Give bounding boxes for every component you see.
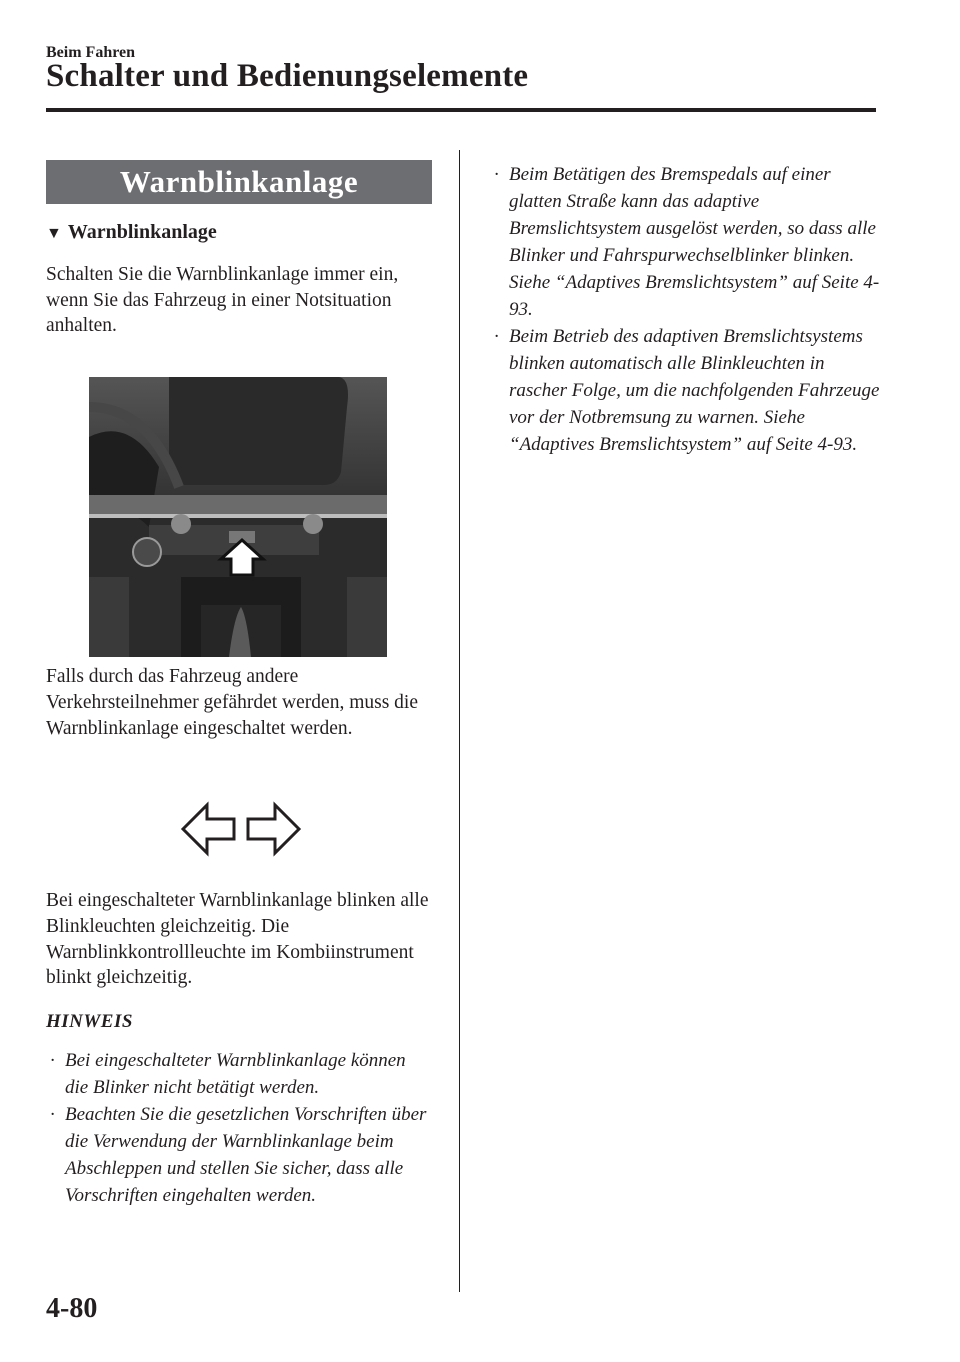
subheading-text: Warnblinkanlage [67,221,217,243]
note-text: Beim Betrieb des adaptiven Bremslichtsystems blinken automatisch alle Blinkleuchten in rascher Folge, um die nachfolgenden Fahrzeuge vor der Notbremsung zu warnen. Siehe “Adaptives Bremslichtsystem” auf Seite 4-93. [509,326,880,455]
page-number: 4-80 [46,1293,98,1324]
note-text: Beachten Sie die gesetzlichen Vorschriften über die Verwendung der Warnblinkanlage beim Abschleppen und stellen Sie sicher, dass alle Vorschriften eingehalten werden. [65,1104,427,1207]
note-item [490,323,880,458]
section-title: Schalter und Bedienungselemente [46,58,529,94]
bullet-icon: · [50,1050,55,1072]
note-item [490,161,880,323]
dashboard-hazard-button-photo [89,377,387,657]
note-list-continued [490,161,880,458]
note-list [46,1047,432,1209]
left-column [46,160,432,1209]
topic-banner: Warnblinkanlage [46,160,432,204]
turn-signal-arrows-icon [179,801,303,857]
bullet-icon: · [494,326,499,347]
triangle-marker-icon: ▼ [46,225,62,242]
bullet-icon: · [494,164,499,185]
note-item [46,1101,432,1209]
header-rule [46,108,876,112]
function-paragraph: Bei eingeschalteter Warnblinkanlage blinken alle Blinkleuchten gleichzeitig. Die Warnblinkkontrollleuchte im Kombiinstrument blinkt gleichzeitig. [46,890,429,989]
intro-paragraph: Schalten Sie die Warnblinkanlage immer ein, wenn Sie das Fahrzeug in einer Notsituation anhalten. [46,264,399,337]
note-text: Bei eingeschalteter Warnblinkanlage können die Blinker nicht betätigt werden. [65,1050,406,1099]
note-item [46,1047,432,1101]
subheading [46,220,432,246]
bullet-icon: · [50,1104,55,1126]
chapter-label: Beim Fahren [46,44,136,61]
note-heading: HINWEIS [46,1011,133,1033]
note-text: Beim Betätigen des Bremspedals auf einer glatten Straße kann das adaptive Bremslichtsystem ausgelöst werden, so dass alle Blinker und Fahrspurwechselblinker blinken. Siehe “Adaptives Bremslichtsystem” auf Seite 4-93. [509,164,880,320]
column-divider [459,150,460,1292]
right-column [490,161,880,458]
safety-paragraph: Falls durch das Fahrzeug andere Verkehrsteilnehmer gefährdet werden, muss die Warnblinkanlage eingeschaltet werden. [46,666,418,739]
